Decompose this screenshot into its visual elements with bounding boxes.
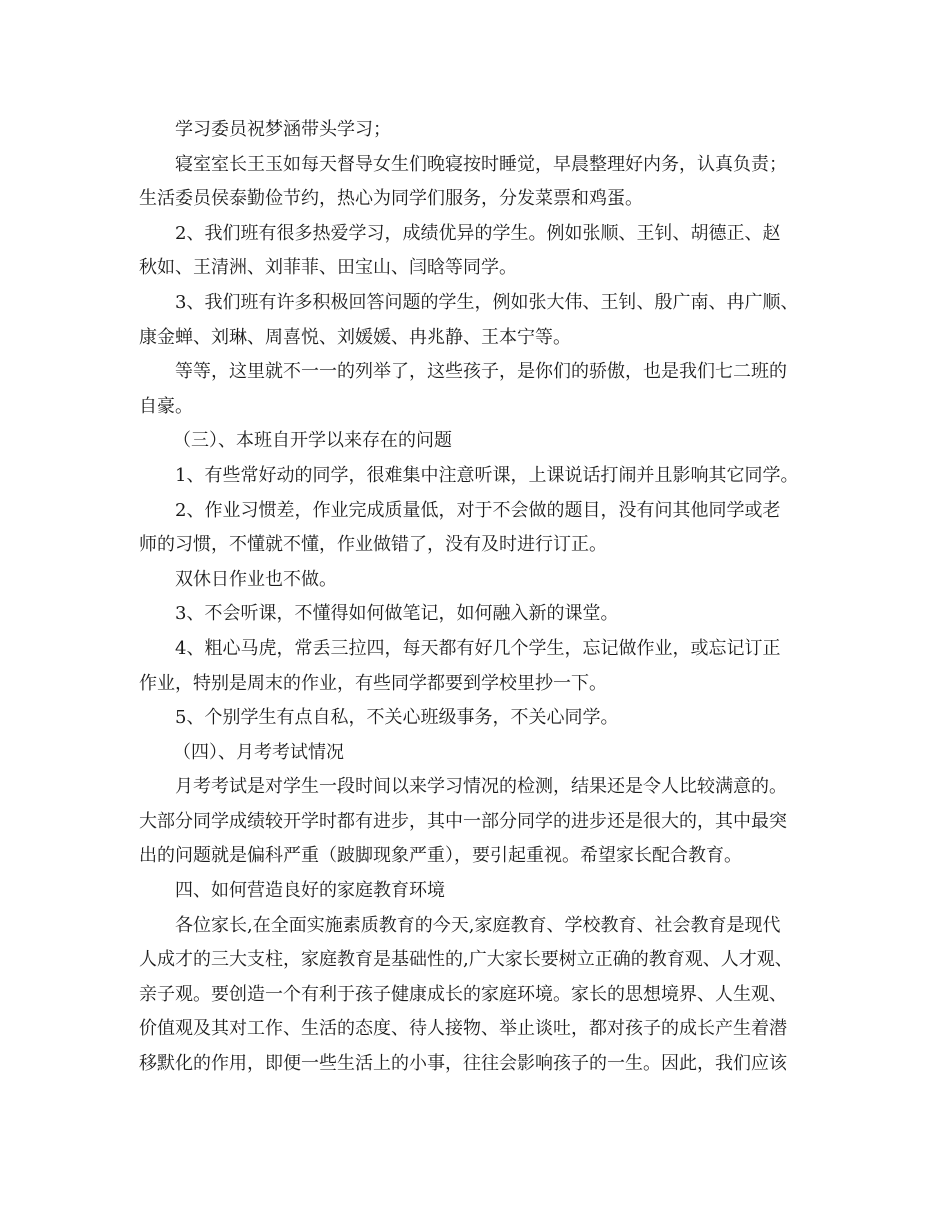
paragraph-line: 生活委员侯泰勤俭节约，热心为同学们服务，分发菜票和鸡蛋。 — [139, 188, 643, 210]
section-heading: （四）、月考考试情况 — [173, 741, 344, 763]
paragraph-line: 2、我们班有很多热爱学习，成绩优异的学生。例如张顺、王钊、胡德正、赵 — [175, 222, 781, 244]
document-body — [139, 113, 819, 1082]
paragraph-line: 大部分同学成绩较开学时都有进步，其中一部分同学的进步还是很大的，其中最突 — [139, 810, 787, 832]
paragraph-line: 出的问题就是偏科严重（跛脚现象严重），要引起重视。希望家长配合教育。 — [139, 845, 742, 867]
paragraph-line: 各位家长,在全面实施素质教育的今天,家庭教育、学校教育、社会教育是现代 — [175, 914, 781, 936]
paragraph-line: 月考考试是对学生一段时间以来学习情况的检测，结果还是令人比较满意的。 — [175, 776, 787, 798]
paragraph-line: 3、我们班有许多积极回答问题的学生，例如张大伟、王钊、殷广南、冉广顺、 — [175, 291, 799, 313]
paragraph-line: 5、个别学生有点自私，不关心班级事务，不关心同学。 — [175, 707, 619, 729]
paragraph-line: 价值观及其对工作、生活的态度、待人接物、举止谈吐，都对孩子的成长产生着潜 — [139, 1018, 787, 1040]
paragraph-line: 人成才的三大支柱，家庭教育是基础性的,广大家长要树立正确的教育观、人才观、 — [139, 949, 793, 971]
paragraph-line: 秋如、王清洲、刘菲菲、田宝山、闫晗等同学。 — [139, 257, 517, 279]
paragraph-line: 亲子观。要创造一个有利于孩子健康成长的家庭环境。家长的思想境界、人生观、 — [139, 983, 787, 1005]
paragraph-line: 师的习惯，不懂就不懂，作业做错了，没有及时进行订正。 — [139, 534, 607, 556]
paragraph-line: 自豪。 — [139, 395, 193, 417]
paragraph-line: 移默化的作用，即便一些生活上的小事，往往会影响孩子的一生。因此，我们应该 — [139, 1053, 787, 1075]
section-heading: 四、如何营造良好的家庭教育环境 — [175, 880, 445, 902]
paragraph-line: 等等，这里就不一一的列举了，这些孩子，是你们的骄傲，也是我们七二班的 — [175, 361, 787, 383]
paragraph-line: 4、粗心马虎，常丢三拉四，每天都有好几个学生，忘记做作业，或忘记订正 — [175, 637, 781, 659]
paragraph-line: 寝室室长王玉如每天督导女生们晚寝按时睡觉，早晨整理好内务，认真负责； — [175, 153, 787, 175]
paragraph-line: 3、不会听课，不懂得如何做笔记，如何融入新的课堂。 — [175, 603, 619, 625]
paragraph-line: 1、有些常好动的同学，很难集中注意听课，上课说话打闹并且影响其它同学。 — [175, 464, 799, 486]
section-heading: （三）、本班自开学以来存在的问题 — [173, 430, 452, 452]
paragraph-line: 双休日作业也不做。 — [175, 568, 337, 590]
paragraph-line: 2、作业习惯差，作业完成质量低，对于不会做的题目，没有问其他同学或老 — [175, 499, 781, 521]
paragraph-line: 作业，特别是周末的作业，有些同学都要到学校里抄一下。 — [139, 672, 607, 694]
paragraph-line: 康金蝉、刘琳、周喜悦、刘媛媛、冉兆静、王本宁等。 — [139, 326, 571, 348]
paragraph-line: 学习委员祝梦涵带头学习； — [175, 119, 391, 140]
